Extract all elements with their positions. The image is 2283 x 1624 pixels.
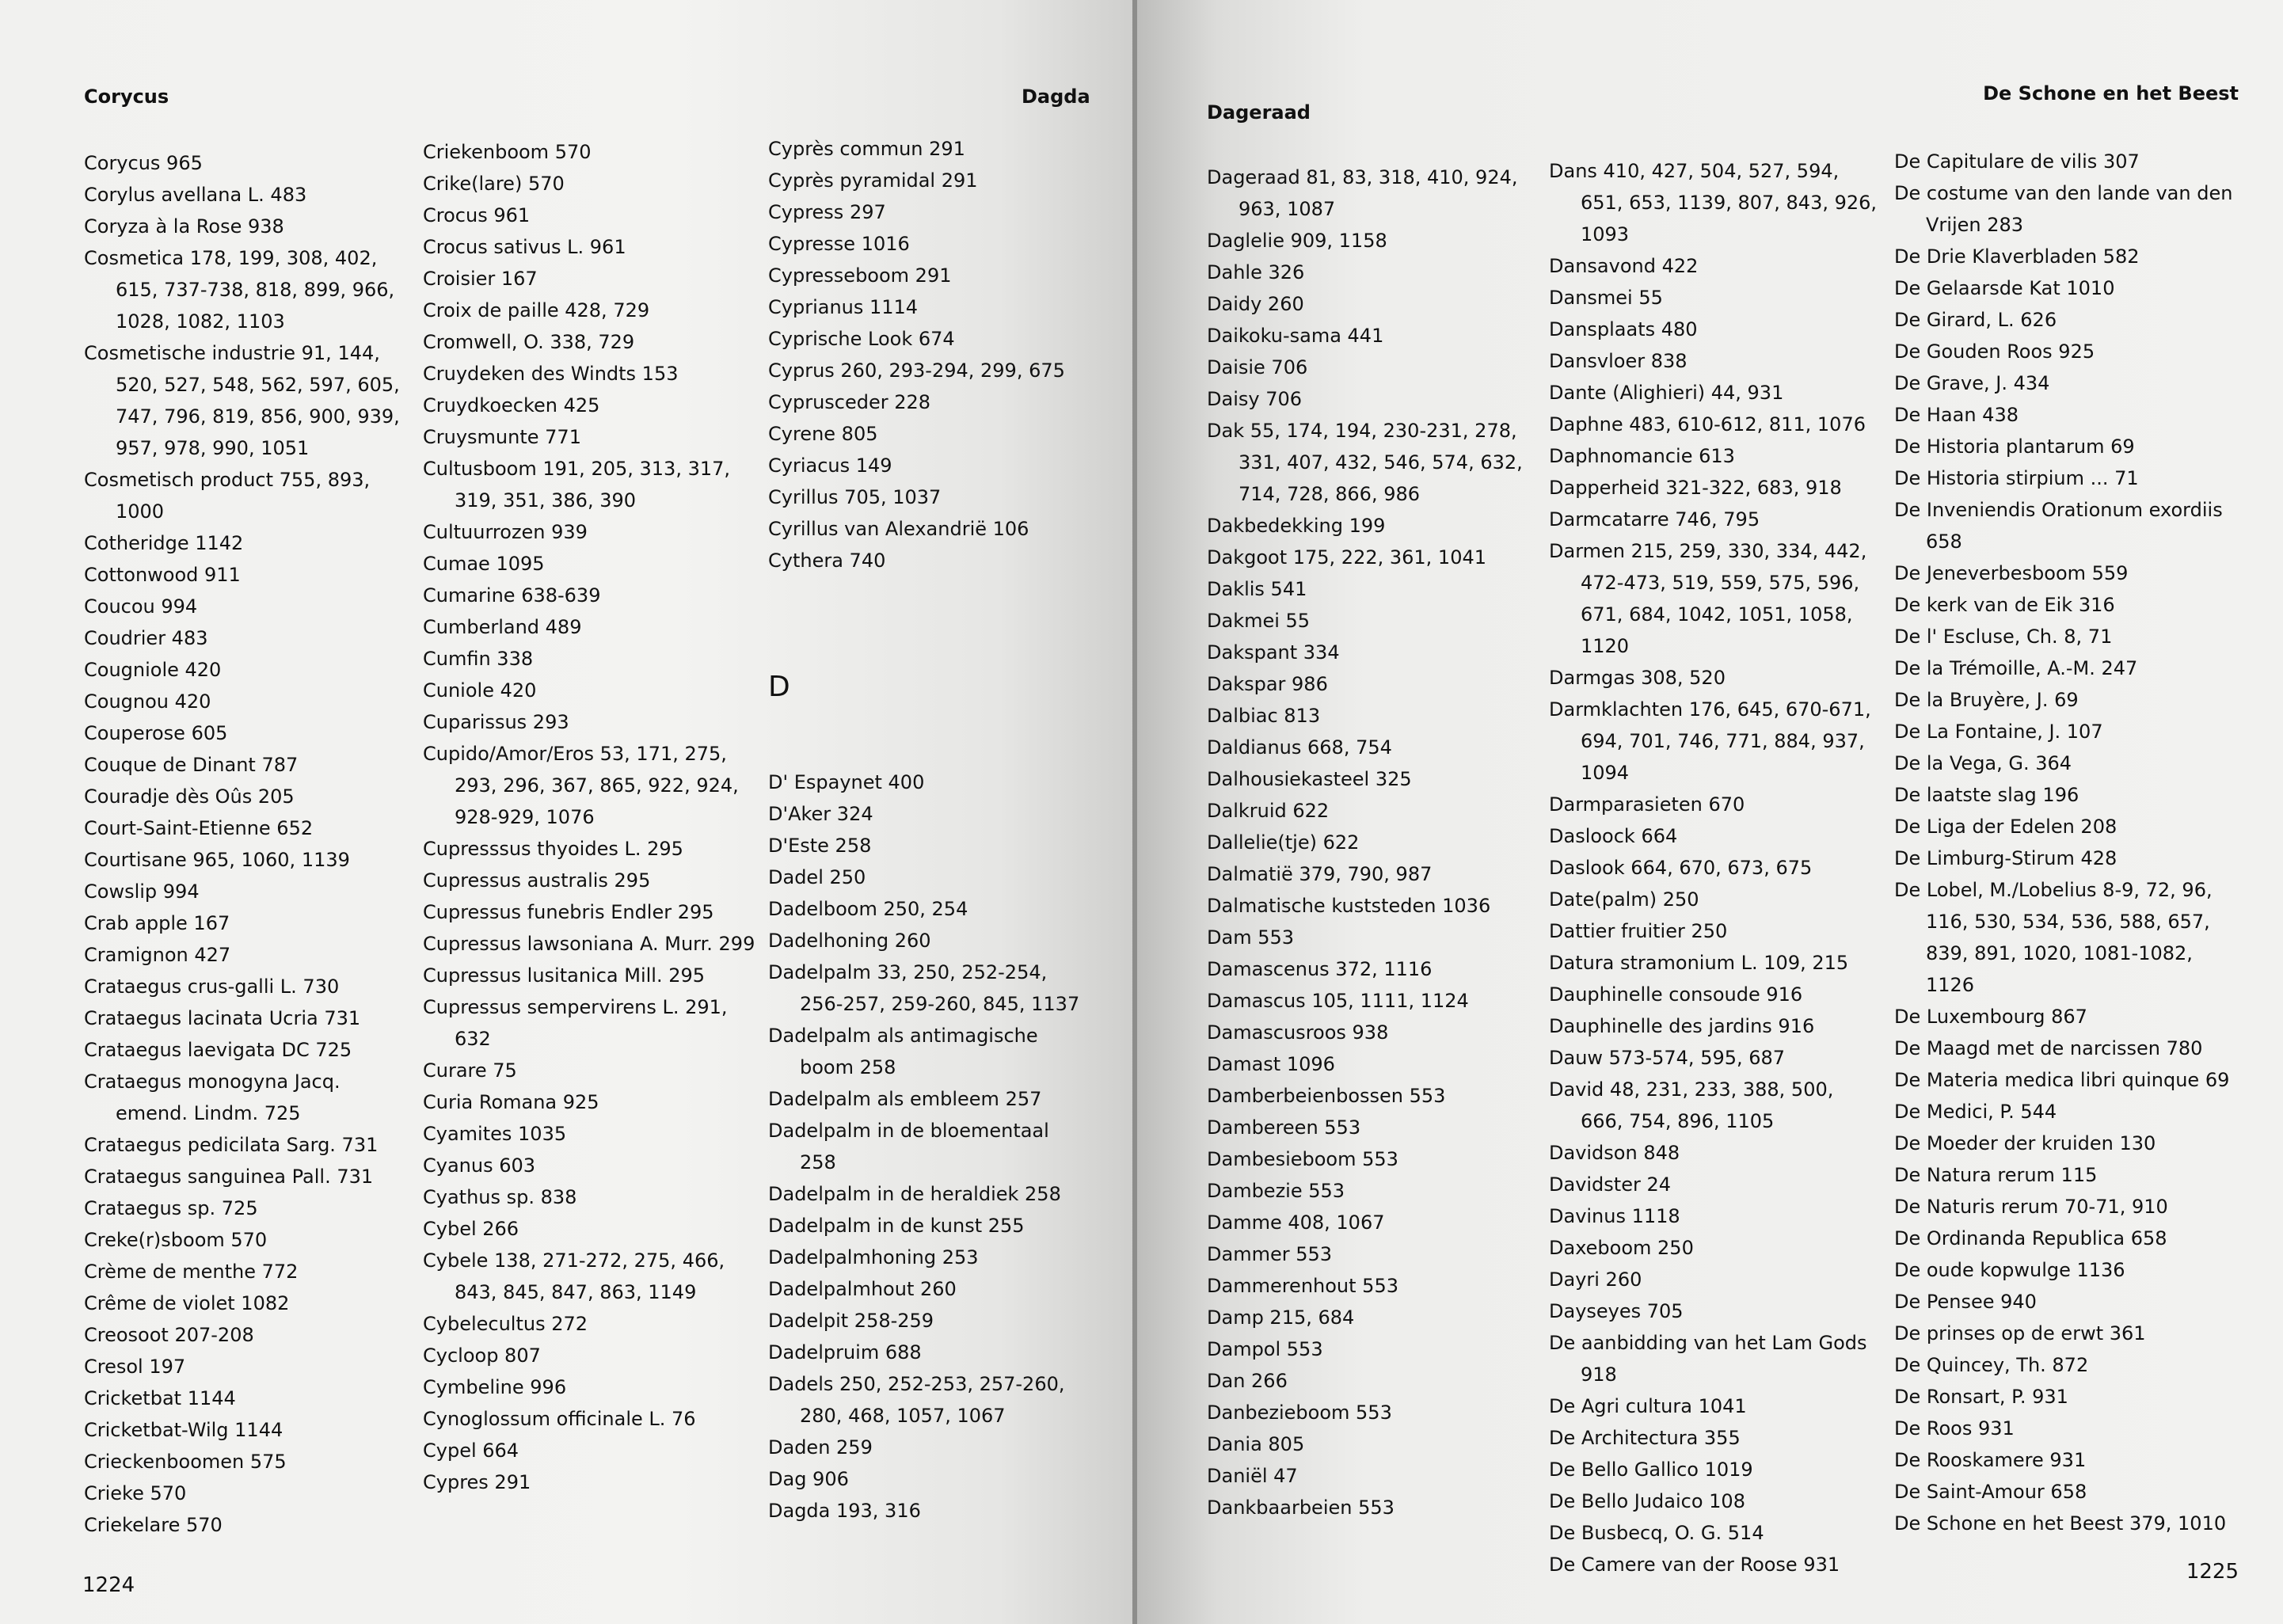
index-entry: Dadelhoning 260 [768,930,931,952]
index-entry: De kerk van de Eik 316 [1894,594,2115,616]
index-entry: Croisier 167 [423,268,538,290]
index-entry: De Girard, L. 626 [1894,309,2057,331]
index-entry: Dagda 193, 316 [768,1500,921,1522]
index-entry: Cynoglossum officinale L. 76 [423,1408,696,1430]
index-entry: De Schone en het Beest 379, 1010 [1894,1512,2227,1535]
index-entry: Crême de violet 1082 [84,1292,290,1314]
index-entry: Davinus 1118 [1549,1205,1680,1227]
index-entry: Crataegus lacinata Ucria 731 [84,1007,361,1029]
index-entry: Cupido/Amor/Eros 53, 171, 275, 293, 296, 367, 865, 922, 924, 928-929, 1076 [423,743,739,828]
index-entry: Daidy 260 [1207,293,1304,315]
index-entry: Cottonwood 911 [84,564,241,586]
index-entry: Dambezie 553 [1207,1180,1345,1202]
index-entry: Darmen 215, 259, 330, 334, 442, 472-473, 519, 559, 575, 596, 671, 684, 1042, 1051, 1058, 1120 [1549,540,1867,657]
index-entry: Cotheridge 1142 [84,532,244,554]
index-entry: Dadelpit 258-259 [768,1310,934,1332]
index-entry: Dadelboom 250, 254 [768,898,968,920]
page-number: 1224 [82,1573,135,1597]
index-entry: Danbezieboom 553 [1207,1402,1392,1424]
index-entry: Damast 1096 [1207,1053,1335,1075]
index-entry: Crocus sativus L. 961 [423,236,626,258]
index-entry: De Grave, J. 434 [1894,372,2050,394]
index-entry: Cruydkoecken 425 [423,394,600,416]
index-entry: Cythera 740 [768,550,886,572]
index-entry: Dadelpalmhoning 253 [768,1246,979,1268]
index-entry: Dalhousiekasteel 325 [1207,768,1412,790]
index-entry: Daden 259 [768,1436,873,1459]
index-entry: Courtisane 965, 1060, 1139 [84,849,350,871]
index-entry: De l' Escluse, Ch. 8, 71 [1894,626,2113,648]
index-entry: Cultusboom 191, 205, 313, 317, 319, 351, 386, 390 [423,458,731,512]
index-entry: Dadelpalm 33, 250, 252-254, 256-257, 259-260, 845, 1137 [768,961,1080,1015]
running-head-left: Corycus [84,86,169,108]
index-entry: Dapperheid 321-322, 683, 918 [1549,477,1842,499]
index-entry: Creosoot 207-208 [84,1324,254,1346]
index-entry: Dahle 326 [1207,261,1305,283]
index-entry: Cosmetisch product 755, 893, 1000 [84,469,371,523]
index-entry: Dauw 573-574, 595, 687 [1549,1047,1786,1069]
index-entry: Corycus 965 [84,152,203,174]
index-entry: Cyprès commun 291 [768,138,965,160]
index-entry: Daxeboom 250 [1549,1237,1694,1259]
index-entry: Coucou 994 [84,595,198,618]
index-entry: De aanbidding van het Lam Gods 918 [1549,1332,1867,1386]
index-entry: Cymbeline 996 [423,1376,567,1398]
index-entry: Cyprus 260, 293-294, 299, 675 [768,359,1065,382]
index-entry: Dauphinelle des jardins 916 [1549,1015,1815,1037]
index-entry: Dalmatische kuststeden 1036 [1207,895,1491,917]
index-entry: Daldianus 668, 754 [1207,736,1392,759]
index-entry: David 48, 231, 233, 388, 500, 666, 754, 896, 1105 [1549,1078,1834,1132]
index-entry: Dante (Alighieri) 44, 931 [1549,382,1784,404]
index-entry: De Haan 438 [1894,404,2019,426]
index-entry: De costume van den lande van den Vrijen 283 [1894,182,2233,236]
index-entry: Damascenus 372, 1116 [1207,958,1433,980]
index-entry: De Capitulare de vilis 307 [1894,150,2140,173]
index-entry: Dattier fruitier 250 [1549,920,1728,942]
index-entry: Cypresse 1016 [768,233,910,255]
index-entry: Dan 266 [1207,1370,1288,1392]
index-entry: Crocus 961 [423,204,531,226]
index-entry: Dag 906 [768,1468,849,1490]
index-entry: Cyprès pyramidal 291 [768,169,978,192]
index-entry: Dakspar 986 [1207,673,1328,695]
index-column-3 [768,133,1085,1527]
index-entry: Cypress 297 [768,201,886,223]
index-entry: Cyamites 1035 [423,1123,567,1145]
right-page [1137,0,2283,1624]
index-entry: Cycloop 807 [423,1344,541,1367]
index-entry: Dakgoot 175, 222, 361, 1041 [1207,546,1487,569]
index-entry: Davidster 24 [1549,1173,1672,1196]
index-entry: De laatste slag 196 [1894,784,2079,806]
index-entry: De Quincey, Th. 872 [1894,1354,2089,1376]
index-entry: De Roos 931 [1894,1417,2015,1440]
index-entry: Cosmetische industrie 91, 144, 520, 527, 548, 562, 597, 605, 747, 796, 819, 856, 900, 939, 957, 978, 990, 1051 [84,342,400,459]
index-entry: Daklis 541 [1207,578,1307,600]
index-entry: Cyprusceder 228 [768,391,931,413]
index-entry: De Luxembourg 867 [1894,1006,2087,1028]
index-entry: Daphne 483, 610-612, 811, 1076 [1549,413,1866,435]
index-entry: De prinses op de erwt 361 [1894,1322,2146,1344]
index-entry: De Busbecq, O. G. 514 [1549,1522,1764,1544]
index-entry: De Lobel, M./Lobelius 8-9, 72, 96, 116, 530, 534, 536, 588, 657, 839, 891, 1020, 1081-1082, 1126 [1894,879,2213,996]
index-entry: Cresol 197 [84,1356,186,1378]
index-entry: Dampol 553 [1207,1338,1323,1360]
index-entry: Dadelpalmhout 260 [768,1278,957,1300]
index-entry: De Agri cultura 1041 [1549,1395,1747,1417]
index-entry: Dakbedekking 199 [1207,515,1386,537]
index-entry: Damascusroos 938 [1207,1021,1389,1044]
running-head-right: Dagda [1022,86,1090,108]
index-entry: Darmcatarre 746, 795 [1549,508,1760,531]
index-entry: Cultuurrozen 939 [423,521,588,543]
index-entry: Cupressus funebris Endler 295 [423,901,714,923]
index-entry: Cougniole 420 [84,659,222,681]
index-entry: Crieke 570 [84,1482,187,1504]
index-entry: Dayseyes 705 [1549,1300,1684,1322]
index-entry: Court-Saint-Etienne 652 [84,817,314,839]
spacer [768,576,1085,608]
index-entry: Cupressus lusitanica Mill. 295 [423,964,706,987]
index-column-2 [423,136,755,1498]
index-entry: Dakspant 334 [1207,641,1340,664]
index-entry: Dallelie(tje) 622 [1207,831,1360,854]
index-entry: Cypres 291 [423,1471,531,1493]
index-entry: Dak 55, 174, 194, 230-231, 278, 331, 407, 432, 546, 574, 632, 714, 728, 866, 986 [1207,420,1523,505]
index-entry: Curia Romana 925 [423,1091,599,1113]
index-entry: De Pensee 940 [1894,1291,2037,1313]
index-entry: Daikoku-sama 441 [1207,325,1384,347]
index-entry: De Inveniendis Orationum exordiis 658 [1894,499,2223,553]
index-entry: Dadelpalm in de heraldiek 258 [768,1183,1061,1205]
index-entry: Cosmetica 178, 199, 308, 402, 615, 737-738, 818, 899, 966, 1028, 1082, 1103 [84,247,395,333]
index-entry: Cramignon 427 [84,944,231,966]
index-entry: De La Fontaine, J. 107 [1894,721,2103,743]
index-entry: Dansavond 422 [1549,255,1699,277]
index-entry: Crataegus sp. 725 [84,1197,258,1219]
index-entry: Dam 553 [1207,926,1295,949]
index-entry: Dalbiac 813 [1207,705,1321,727]
index-entry: Criekelare 570 [84,1514,223,1536]
index-entry: De Historia plantarum 69 [1894,435,2135,458]
index-entry: Daisy 706 [1207,388,1302,410]
index-entry: Couperose 605 [84,722,228,744]
index-entry: Cyrillus van Alexandrië 106 [768,518,1029,540]
index-entry: De Drie Klaverbladen 582 [1894,245,2140,268]
index-entry: De Rooskamere 931 [1894,1449,2087,1471]
index-entry: De la Bruyère, J. 69 [1894,689,2079,711]
index-entry: Cumberland 489 [423,616,582,638]
index-entry: De Camere van der Roose 931 [1549,1554,1840,1576]
index-entry: D'Aker 324 [768,803,873,825]
index-entry: Coryza à la Rose 938 [84,215,284,238]
index-entry: De Saint-Amour 658 [1894,1481,2087,1503]
index-entry: De Bello Judaico 108 [1549,1490,1745,1512]
index-entry: Dans 410, 427, 504, 527, 594, 651, 653, 1139, 807, 843, 926, 1093 [1549,160,1878,245]
index-entry: Dambereen 553 [1207,1116,1361,1139]
index-entry: Cypel 664 [423,1440,519,1462]
index-entry: Cupressus australis 295 [423,869,651,892]
index-entry: De Gelaarsde Kat 1010 [1894,277,2115,299]
index-entry: Dansvloer 838 [1549,350,1688,372]
index-entry: Cumarine 638-639 [423,584,601,607]
index-entry: De Moeder der kruiden 130 [1894,1132,2156,1154]
index-entry: Dadelpalm als embleem 257 [768,1088,1042,1110]
index-entry: Crataegus crus-galli L. 730 [84,976,340,998]
index-entry: Corylus avellana L. 483 [84,184,307,206]
index-entry: Cybelecultus 272 [423,1313,588,1335]
index-entry: Dadelpalm als antimagische boom 258 [768,1025,1038,1078]
index-entry: Dania 805 [1207,1433,1305,1455]
index-entry: Crataegus sanguinea Pall. 731 [84,1166,374,1188]
index-entry: Creke(r)sboom 570 [84,1229,268,1251]
index-entry: Dalmatië 379, 790, 987 [1207,863,1433,885]
index-entry: Crike(lare) 570 [423,173,565,195]
index-entry: De Ordinanda Republica 658 [1894,1227,2167,1249]
index-entry: Dauphinelle consoude 916 [1549,983,1803,1006]
index-entry: Cyprische Look 674 [768,328,955,350]
index-entry: De Liga der Edelen 208 [1894,816,2117,838]
spacer [768,703,1085,735]
index-entry: Dansmei 55 [1549,287,1663,309]
index-entry: Dakmei 55 [1207,610,1311,632]
index-entry: Dasloock 664 [1549,825,1678,847]
index-entry: Daniël 47 [1207,1465,1298,1487]
spacer [768,608,1085,640]
index-entry: Cuniole 420 [423,679,537,702]
index-entry: Cyanus 603 [423,1154,536,1177]
index-entry: De Limburg-Stirum 428 [1894,847,2117,869]
index-entry: Crataegus pedicilata Sarg. 731 [84,1134,379,1156]
running-head-left: Dageraad [1207,101,1311,124]
index-entry: Darmparasieten 670 [1549,793,1745,816]
index-entry: Cyrillus 705, 1037 [768,486,942,508]
index-entry: Damp 215, 684 [1207,1306,1355,1329]
index-entry: Daslook 664, 670, 673, 675 [1549,857,1813,879]
index-entry: Davidson 848 [1549,1142,1680,1164]
index-entry: Damascus 105, 1111, 1124 [1207,990,1469,1012]
index-entry: Cricketbat-Wilg 1144 [84,1419,283,1441]
index-entry: De Materia medica libri quinque 69 [1894,1069,2230,1091]
index-entry: Dayri 260 [1549,1268,1642,1291]
index-column-5 [1549,155,1882,1580]
index-column-6 [1894,146,2243,1539]
index-entry: Croix de paille 428, 729 [423,299,650,321]
index-entry: Crataegus laevigata DC 725 [84,1039,352,1061]
index-entry: Dadelpalm in de bloementaal 258 [768,1120,1049,1173]
index-entry: Cypresseboom 291 [768,264,952,287]
index-entry: Criekenboom 570 [423,141,592,163]
index-entry: De Jeneverbesboom 559 [1894,562,2129,584]
index-entry: Dadelpalm in de kunst 255 [768,1215,1025,1237]
index-entry: Dadel 250 [768,866,866,888]
index-entry: Cuparissus 293 [423,711,569,733]
index-entry: De Medici, P. 544 [1894,1101,2057,1123]
index-entry: Crème de menthe 772 [84,1261,299,1283]
index-entry: Cumfin 338 [423,648,534,670]
section-letter: D [768,671,790,703]
index-entry: Cumae 1095 [423,553,545,575]
index-entry: Damme 408, 1067 [1207,1211,1385,1234]
index-entry: Cyathus sp. 838 [423,1186,577,1208]
spacer [768,735,1085,766]
index-entry: Couque de Dinant 787 [84,754,299,776]
index-column-1 [84,147,401,1541]
index-entry: Cyprianus 1114 [768,296,919,318]
index-entry: Cyrene 805 [768,423,878,445]
index-entry: Cupressus sempervirens L. 291, 632 [423,996,728,1050]
index-entry: Dadels 250, 252-253, 257-260, 280, 468, 1057, 1067 [768,1373,1065,1427]
index-entry: Daphnomancie 613 [1549,445,1735,467]
index-column-4 [1207,162,1524,1523]
running-head-right: De Schone en het Beest [1983,82,2239,105]
index-entry: Datura stramonium L. 109, 215 [1549,952,1849,974]
index-entry: De Bello Gallico 1019 [1549,1459,1753,1481]
index-entry: Cybel 266 [423,1218,519,1240]
index-entry: De Natura rerum 115 [1894,1164,2098,1186]
index-entry: De Gouden Roos 925 [1894,340,2095,363]
index-entry: Cruysmunte 771 [423,426,581,448]
index-entry: De Architectura 355 [1549,1427,1741,1449]
index-entry: Curare 75 [423,1059,517,1082]
index-entry: Dammer 553 [1207,1243,1333,1265]
index-entry: Cupresssus thyoides L. 295 [423,838,683,860]
index-entry: Dansplaats 480 [1549,318,1698,340]
index-entry: Cricketbat 1144 [84,1387,236,1409]
index-entry: Damberbeienbossen 553 [1207,1085,1446,1107]
index-entry: De la Trémoille, A.-M. 247 [1894,657,2138,679]
index-entry: Dageraad 81, 83, 318, 410, 924, 963, 1087 [1207,166,1518,220]
index-entry: Dadelpruim 688 [768,1341,922,1363]
index-entry: Dalkruid 622 [1207,800,1330,822]
index-entry: De la Vega, G. 364 [1894,752,2072,774]
index-entry: Crab apple 167 [84,912,230,934]
index-entry: Cupressus lawsoniana A. Murr. 299 [423,933,755,955]
index-entry: De Ronsart, P. 931 [1894,1386,2068,1408]
left-page [0,0,1134,1624]
index-entry: Darmgas 308, 520 [1549,667,1726,689]
index-entry: Dambesieboom 553 [1207,1148,1398,1170]
index-entry: De Maagd met de narcissen 780 [1894,1037,2203,1059]
index-entry: De Historia stirpium ... 71 [1894,467,2139,489]
index-entry: D'Este 258 [768,835,872,857]
index-entry: Darmklachten 176, 645, 670-671, 694, 701, 746, 771, 884, 937, 1094 [1549,698,1871,784]
index-entry: Dammerenhout 553 [1207,1275,1398,1297]
spacer [768,640,1085,671]
index-entry: De oude kopwulge 1136 [1894,1259,2125,1281]
index-entry: Dankbaarbeien 553 [1207,1497,1395,1519]
index-entry: Cruydeken des Windts 153 [423,363,679,385]
index-entry: Couradje dès Oûs 205 [84,785,295,808]
index-entry: Date(palm) 250 [1549,888,1699,911]
index-entry: Daglelie 909, 1158 [1207,230,1387,252]
index-entry: Coudrier 483 [84,627,208,649]
index-entry: Crieckenboomen 575 [84,1451,287,1473]
index-entry: Cybele 138, 271-272, 275, 466, 843, 845, 847, 863, 1149 [423,1249,725,1303]
index-entry: De Naturis rerum 70-71, 910 [1894,1196,2168,1218]
index-entry: Cougnou 420 [84,690,211,713]
index-entry: Cyriacus 149 [768,454,892,477]
page-number: 1225 [2186,1560,2239,1584]
index-entry: Cowslip 994 [84,880,200,903]
index-entry: Cromwell, O. 338, 729 [423,331,635,353]
index-entry: Crataegus monogyna Jacq. emend. Lindm. 725 [84,1071,341,1124]
index-entry: D' Espaynet 400 [768,771,925,793]
index-entry: Daisie 706 [1207,356,1308,378]
